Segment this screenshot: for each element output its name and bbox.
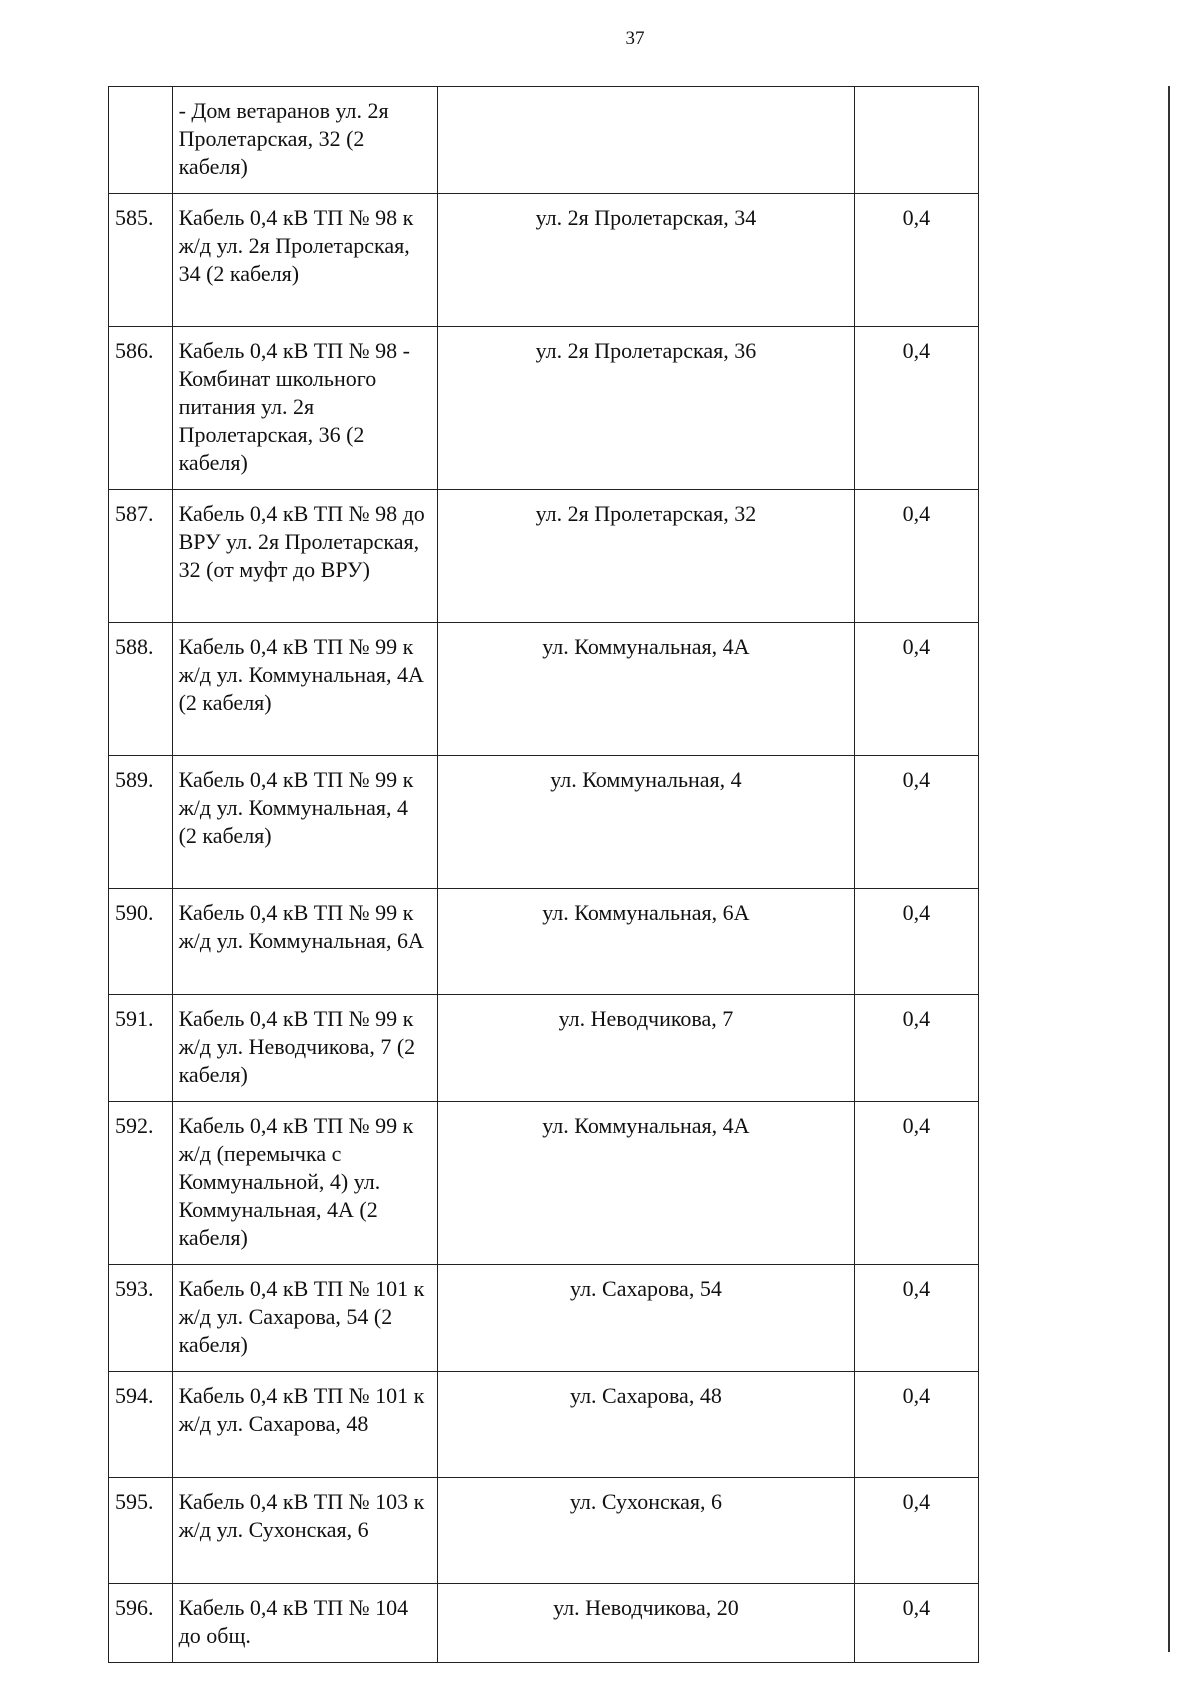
table-row (109, 1584, 979, 1663)
cable-voltage (854, 87, 978, 194)
cable-name: Кабель 0,4 кВ ТП № 99 к ж/д ул. Неводчикова, 7 (2 кабеля) (172, 995, 437, 1102)
row-number: 591. (109, 995, 173, 1102)
table-row (109, 1265, 979, 1372)
cable-name: Кабель 0,4 кВ ТП № 101 к ж/д ул. Сахарова, 48 (172, 1372, 437, 1478)
cable-address: ул. 2я Пролетарская, 32 (438, 490, 855, 623)
page-edge-rule (1168, 86, 1170, 1652)
table-row (109, 327, 979, 490)
cable-address: ул. Неводчикова, 7 (438, 995, 855, 1102)
row-number: 596. (109, 1584, 173, 1663)
cable-voltage: 0,4 (854, 1478, 978, 1584)
row-number: 593. (109, 1265, 173, 1372)
row-number: 590. (109, 889, 173, 995)
cable-address: ул. Сахарова, 48 (438, 1372, 855, 1478)
row-number: 595. (109, 1478, 173, 1584)
table-row (109, 1102, 979, 1265)
cable-name: Кабель 0,4 кВ ТП № 98 - Комбинат школьного питания ул. 2я Пролетарская, 36 (2 кабеля) (172, 327, 437, 490)
row-number: 586. (109, 327, 173, 490)
cable-address: ул. Коммунальная, 4А (438, 623, 855, 756)
cable-voltage: 0,4 (854, 1265, 978, 1372)
cable-address: ул. Сахарова, 54 (438, 1265, 855, 1372)
table-row (109, 87, 979, 194)
cable-name: Кабель 0,4 кВ ТП № 98 к ж/д ул. 2я Пролетарская, 34 (2 кабеля) (172, 194, 437, 327)
cable-voltage: 0,4 (854, 194, 978, 327)
cable-name: Кабель 0,4 кВ ТП № 99 к ж/д (перемычка с Коммунальной, 4) ул. Коммунальная, 4А (2 кабеля) (172, 1102, 437, 1265)
row-number: 587. (109, 490, 173, 623)
cable-voltage: 0,4 (854, 1102, 978, 1265)
table-row (109, 623, 979, 756)
cable-name: Кабель 0,4 кВ ТП № 103 к ж/д ул. Сухонская, 6 (172, 1478, 437, 1584)
cable-address: ул. Неводчикова, 20 (438, 1584, 855, 1663)
cable-voltage: 0,4 (854, 995, 978, 1102)
row-number: 592. (109, 1102, 173, 1265)
cable-name: - Дом ветаранов ул. 2я Пролетарская, 32 (2 кабеля) (172, 87, 437, 194)
cable-address: ул. Сухонская, 6 (438, 1478, 855, 1584)
table-row (109, 995, 979, 1102)
row-number: 594. (109, 1372, 173, 1478)
row-number (109, 87, 173, 194)
cable-address (438, 87, 855, 194)
table-row (109, 1478, 979, 1584)
cable-address: ул. Коммунальная, 6А (438, 889, 855, 995)
table-row (109, 194, 979, 327)
cable-name: Кабель 0,4 кВ ТП № 101 к ж/д ул. Сахарова, 54 (2 кабеля) (172, 1265, 437, 1372)
cable-voltage: 0,4 (854, 756, 978, 889)
cable-voltage: 0,4 (854, 889, 978, 995)
table-row (109, 756, 979, 889)
cable-address: ул. Коммунальная, 4 (438, 756, 855, 889)
table-row (109, 490, 979, 623)
table-row (109, 1372, 979, 1478)
cable-voltage: 0,4 (854, 1584, 978, 1663)
row-number: 585. (109, 194, 173, 327)
cable-voltage: 0,4 (854, 1372, 978, 1478)
cable-address: ул. Коммунальная, 4А (438, 1102, 855, 1265)
cable-name: Кабель 0,4 кВ ТП № 99 к ж/д ул. Коммунальная, 6А (172, 889, 437, 995)
cable-name: Кабель 0,4 кВ ТП № 99 к ж/д ул. Коммунальная, 4 (2 кабеля) (172, 756, 437, 889)
cable-address: ул. 2я Пролетарская, 34 (438, 194, 855, 327)
row-number: 588. (109, 623, 173, 756)
cable-voltage: 0,4 (854, 490, 978, 623)
cable-name: Кабель 0,4 кВ ТП № 98 до ВРУ ул. 2я Пролетарская, 32 (от муфт до ВРУ) (172, 490, 437, 623)
row-number: 589. (109, 756, 173, 889)
cable-address: ул. 2я Пролетарская, 36 (438, 327, 855, 490)
cable-name: Кабель 0,4 кВ ТП № 99 к ж/д ул. Коммунальная, 4А (2 кабеля) (172, 623, 437, 756)
page-number: 37 (625, 28, 645, 49)
cable-registry-table (108, 86, 979, 1663)
cable-name: Кабель 0,4 кВ ТП № 104 до общ. (172, 1584, 437, 1663)
cable-voltage: 0,4 (854, 623, 978, 756)
table-row (109, 889, 979, 995)
cable-voltage: 0,4 (854, 327, 978, 490)
